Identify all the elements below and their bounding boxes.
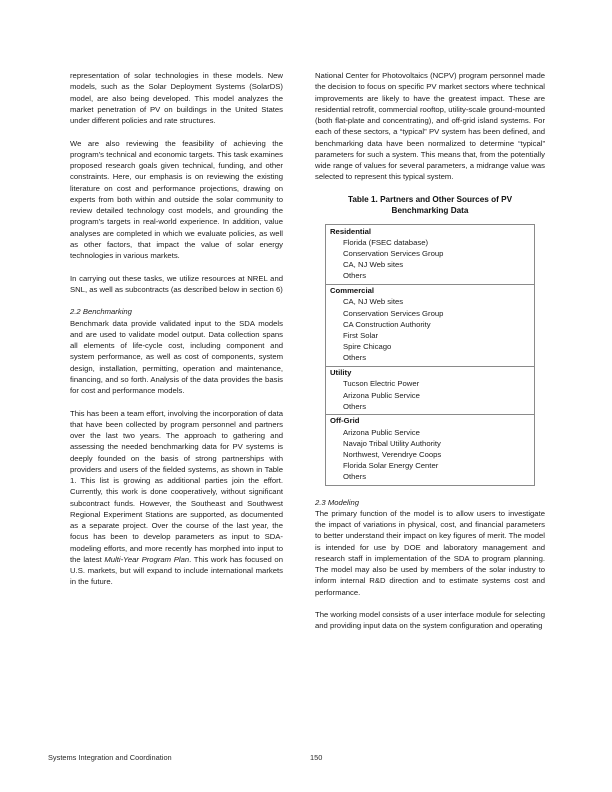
list-item: Others [343,353,367,363]
table-section-off-grid [326,414,535,485]
list-item: Others [343,401,367,411]
section-label: Utility [330,368,352,378]
paragraph: The primary function of the model is to allow users to investigate the impact of variations in physical, cost, and financial parameters to better understand their impact on key figures of merit. The model is intended for use by DOE and laboratory management and research staff in implementation of the SDA to program planning. The model may also be used by members of the solar industry to inform internal R&D direction and to estimate systems cost and performance. [315,508,545,597]
list-item: Spire Chicago [343,342,392,352]
list-item: CA, NJ Web sites [343,260,404,270]
section-label: Commercial [330,286,375,296]
list-item: Arizona Public Service [343,427,420,437]
footer-section-title: Systems Integration and Coordination [48,753,172,762]
paragraph: We are also reviewing the feasibility of achieving the program's technical and economic targets. This task examines proposed research goals given technical, funding, and other constraints. Here, our emphasis is on reviewing the existing literature on cost and performance projections, drawing on experts from both within and outside the solar community to review detailed technology cost models, and grounding the program's targets in real-world experience. In addition, value analyses are completed in which we evaluate policies, as well as other factors, that impact the value of solar energy technologies in various markets. [70,138,283,260]
list-item: Others [343,472,367,482]
section-label: Residential [330,226,372,236]
paragraph: Benchmark data provide validated input to the SDA models and are used to validate model output. Data collection spans all elements of life-cycle cost, including component and system performance, as well as cost of components, system design, installation, permitting, operation and maintenance, financing, and so forth. Analysis of the data provides the basis for cost and performance models. [70,318,283,395]
section-heading-2-2: 2.2 Benchmarking [70,307,132,317]
table-row [326,225,535,285]
partners-table [325,224,535,485]
section-label: Off-Grid [330,416,360,426]
partners-table-body [326,225,535,485]
italic-document-title: Multi-Year Program Plan [104,554,190,564]
paragraph-text-after-title: . This work has focused on U.S. markets, but will expand to include international markets in the future. [70,554,283,587]
list-item: Conservation Services Group [343,308,444,318]
table-section-utility [326,366,535,414]
paragraph: representation of solar technologies in these models. New models, such as the Solar Deployment Systems (SolarDS) model, are also being developed. This model analyzes the market penetration of PV on buildings in the United States under different policies and rate structures. [70,71,283,125]
list-item: Tucson Electric Power [343,379,420,389]
list-item: Navajo Tribal Utility Authority [343,438,441,448]
table-section-residential [326,225,535,285]
paragraph-text-before-title: This has been a team effort, involving the incorporation of data that have been collected by program personnel and partners over the last two years. The approach to gathering and assessing the needed benchmarking data for PV systems is deeply founded on the basis of strong partnerships with providers and users of the fielded systems, as shown in Table 1. This list is growing as additional parties join the effort. Currently, this work is done cooperatively, without significant subcontract funds. However, the Southeast and Southwest Regional Experiment Stations are supported, as documented as a separate project. Over the course of the last year, the focus has been to develop parameters as input to SDA-modeling efforts, and more recently has morphed into input to the latest [70,408,283,564]
section-heading-2-3: 2.3 Modeling [315,497,360,507]
list-item: First Solar [343,330,379,340]
list-item: Arizona Public Service [343,390,420,400]
table-row [326,284,535,366]
table-row [326,414,535,485]
left-text-column [70,70,283,588]
table-section-commercial [326,284,535,366]
table-caption: Table 1. Partners and Other Sources of PV Benchmarking Data [347,194,513,215]
table-1-container [315,194,545,486]
footer-page-number: 150 [310,753,323,762]
paragraph: National Center for Photovoltaics (NCPV) program personnel made the decision to focus on specific PV market sectors where technical improvements are likely to have the greatest impact. These are residential retrofit, commercial rooftop, utility-scale ground-mounted (both flat-plate and concentrating), and off-grid island systems. For each of these sectors, a “typical” PV system has been defined, and benchmarking data have been normalized to determine “typical” parameters for such a system. This means that, from the potentially wide range of values for several parameters, a midrange value was selected to represent this typical system. [315,71,545,182]
list-item: Florida (FSEC database) [343,237,429,247]
list-item: Conservation Services Group [343,249,444,259]
paragraph: The working model consists of a user interface module for selecting and providing input data on the system configuration and operating [315,610,545,631]
paragraph-with-italic-title [70,408,283,588]
list-item: Florida Solar Energy Center [343,461,439,471]
list-item: CA, NJ Web sites [343,297,404,307]
list-item: Others [343,271,367,281]
table-row [326,366,535,414]
list-item: Northwest, Verendrye Coops [343,450,442,460]
paragraph: In carrying out these tasks, we utilize resources at NREL and SNL, as well as subcontracts (as described below in section 6) [70,273,283,294]
right-text-column [315,70,545,632]
list-item: CA Construction Authority [343,319,431,329]
